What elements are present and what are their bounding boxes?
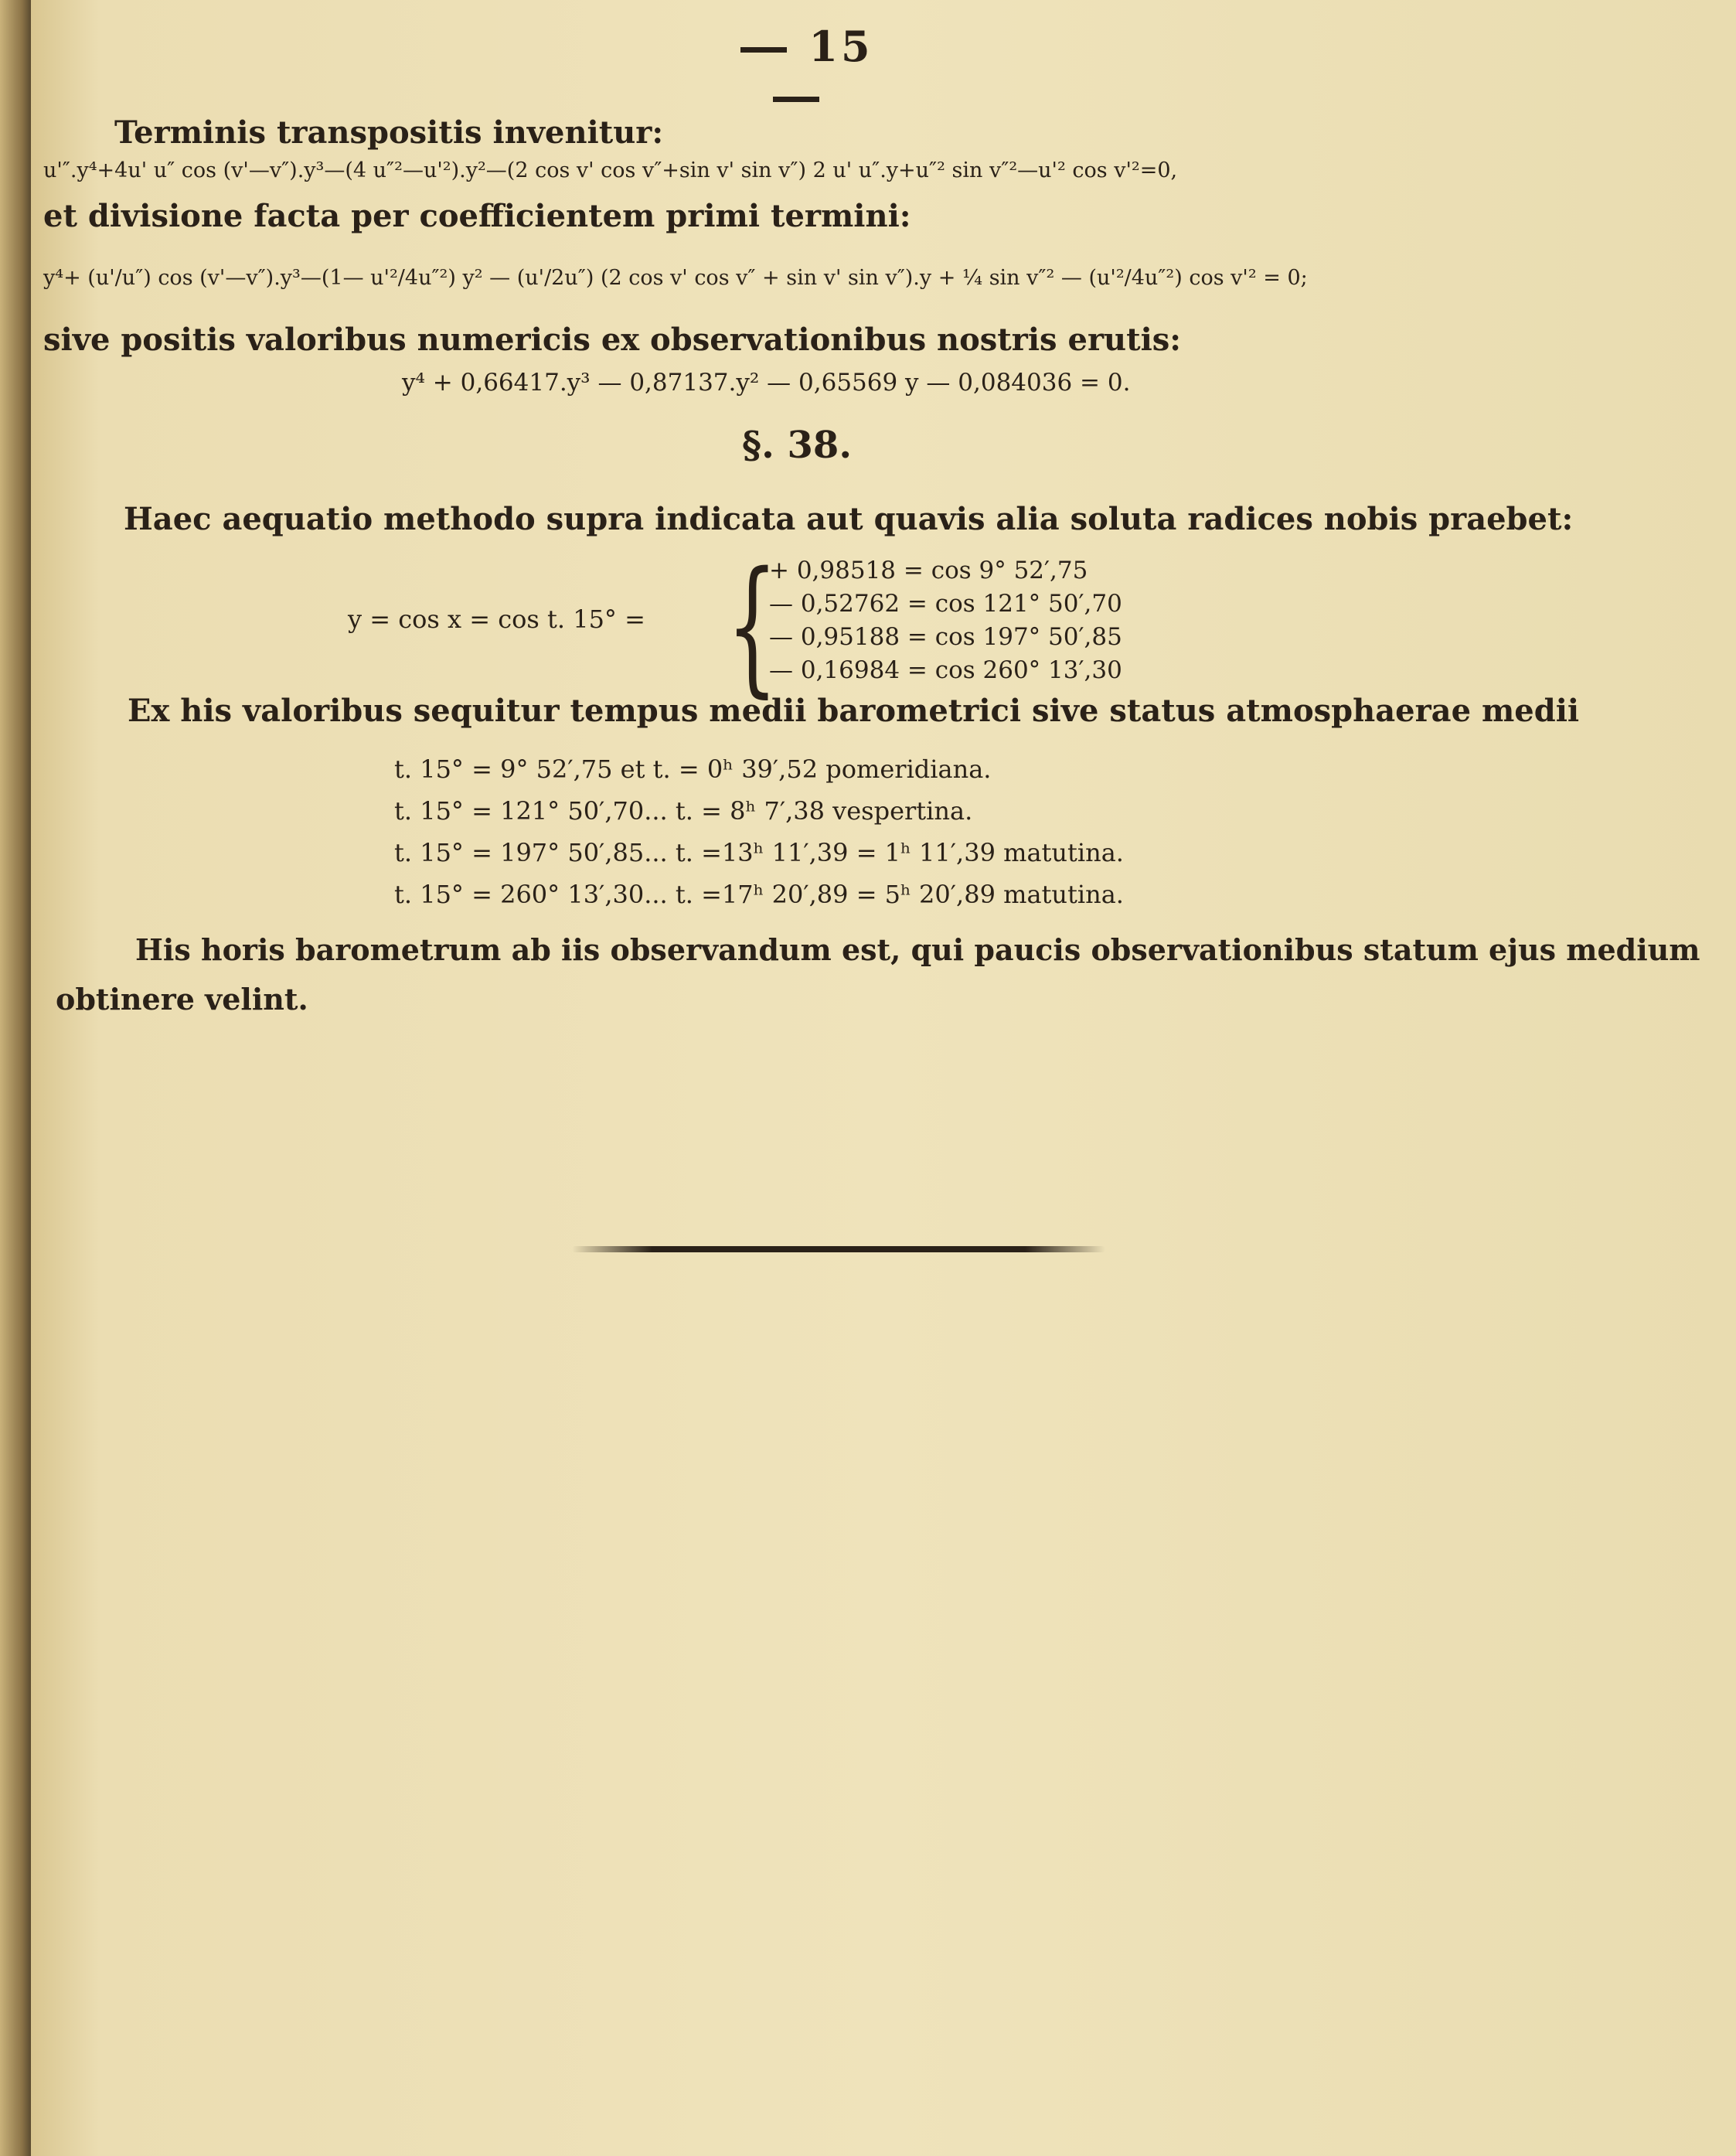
time-2: t. 15° = 121° 50′,70... t. = 8ʰ 7′,38 vespertina.: [394, 796, 973, 826]
text-line-1: Terminis transpositis invenitur:: [114, 114, 664, 151]
dash-right: [773, 97, 819, 102]
time-3: t. 15° = 197° 50′,85... t. =13ʰ 11′,39 = 1ʰ 11′,39 matutina.: [394, 838, 1124, 867]
text-line-3: sive positis valoribus numericis ex observationibus nostris erutis:: [43, 322, 1182, 358]
time-4: t. 15° = 260° 13′,30... t. =17ʰ 20′,89 = 5ʰ 20′,89 matutina.: [394, 880, 1124, 909]
curly-brace: {: [727, 540, 778, 711]
section-heading: §. 38.: [742, 424, 853, 467]
text-line-6: His horis barometrum ab iis observandum est, qui paucis observationibus statum ejus medium: [135, 932, 1700, 967]
root-3: — 0,95188 = cos 197° 50′,85: [769, 623, 1122, 651]
book-gutter: [0, 0, 31, 2156]
text-line-7: obtinere velint.: [56, 982, 308, 1017]
roots-list: [769, 557, 1122, 690]
text-line-2: et divisione facta per coefficientem primi termini:: [43, 198, 911, 234]
root-2: — 0,52762 = cos 121° 50′,70: [769, 590, 1122, 618]
text-line-4: Haec aequatio methodo supra indicata aut quavis alia soluta radices nobis praebet:: [124, 501, 1574, 537]
equation-2: y⁴+ (u'/u″) cos (v'—v″).y³—(1— u'²/4u″²) y² — (u'/2u″) (2 cos v' cos v″ + sin v' sin v″).y + ¼ sin v″² — (u'²/4u″²) cos v'² = 0;: [43, 266, 1308, 290]
equation-3: y⁴ + 0,66417.y³ — 0,87137.y² — 0,65569 y — 0,084036 = 0.: [402, 369, 1131, 397]
text-line-5: Ex his valoribus sequitur tempus medii barometrici sive status atmosphaerae medii: [128, 693, 1580, 729]
root-4: — 0,16984 = cos 260° 13′,30: [769, 656, 1122, 684]
closing-rule: [572, 1246, 1105, 1252]
page-number-text: 15: [808, 22, 873, 71]
root-1: + 0,98518 = cos 9° 52′,75: [769, 557, 1088, 584]
time-1: t. 15° = 9° 52′,75 et t. = 0ʰ 39′,52 pomeridiana.: [394, 754, 992, 784]
system-lhs: y = cos x = cos t. 15° =: [348, 605, 645, 634]
equation-1: u'″.y⁴+4u' u″ cos (v'—v″).y³—(4 u″²—u'²).y²—(2 cos v' cos v″+sin v' sin v″) 2 u' u″.y+u″² sin v″²—u'² cos v'²=0,: [43, 158, 1178, 182]
page-number: [680, 22, 912, 121]
dash-left: [740, 47, 787, 53]
